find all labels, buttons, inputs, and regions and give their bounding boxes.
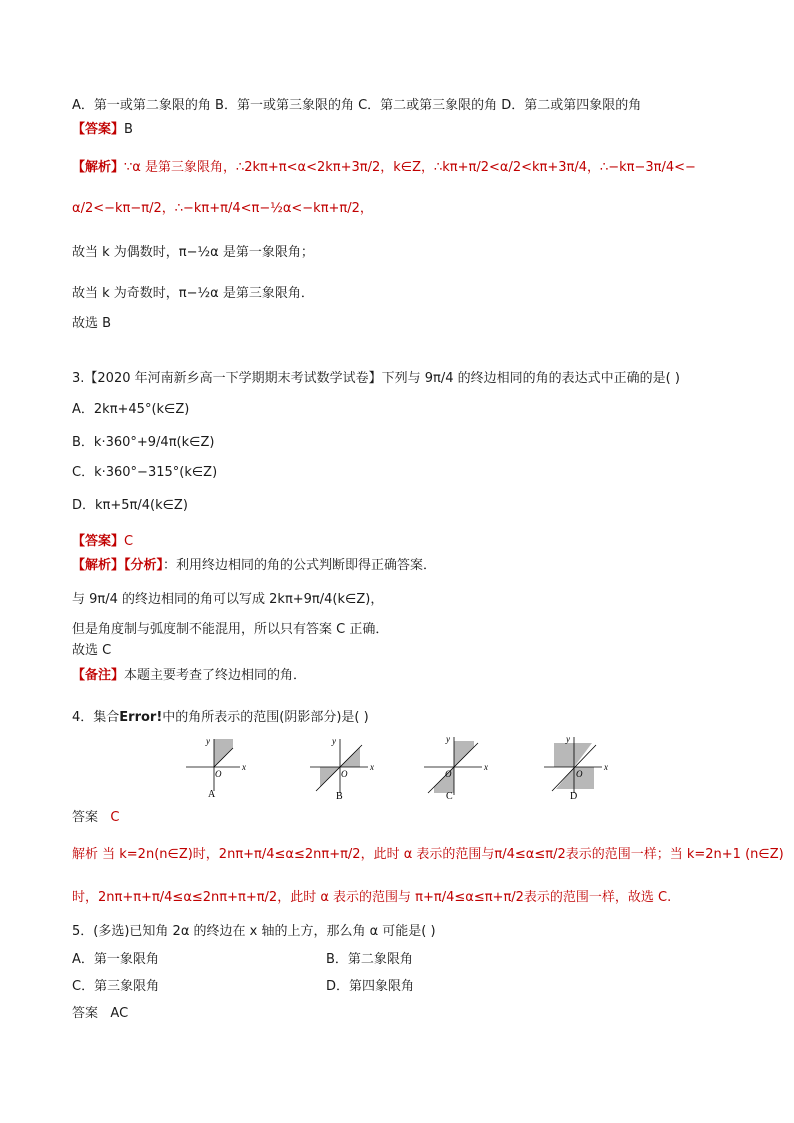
q3-analysis-line-3: 但是角度制与弧度制不能混用，所以只有答案 C 正确． xyxy=(72,622,389,637)
q4-answer-line xyxy=(72,808,120,828)
x-axis-label: x xyxy=(242,762,246,772)
q5-option-a: A．第一象限角 xyxy=(72,952,159,967)
q4-figure-c[interactable] xyxy=(420,733,500,799)
answer-value: C xyxy=(110,810,120,825)
q3-stem: 3.【2020 年河南新乡高一下学期期末考试数学试卷】下列与 9π/4 的终边相同的角的表达式中正确的是( ) xyxy=(72,371,680,386)
figure-label: C xyxy=(446,791,453,799)
analysis-text: ∵α 是第三象限角，∴2kπ+π<α<2kπ+3π/2，k∈Z，∴kπ+π/2<α/2<kπ+3π/4，∴−kπ−3π/4<− xyxy=(124,160,696,175)
q2-analysis-line-1 xyxy=(72,158,696,178)
q4-figure-d[interactable] xyxy=(540,733,620,799)
q2-choose: 故选 B xyxy=(72,316,112,331)
q2-analysis-line-2: α/2<−kπ−π/2，∴−kπ+π/4<π−½α<−kπ+π/2， xyxy=(72,201,373,216)
q3-option-c: C．k·360°−315°(k∈Z) xyxy=(72,465,218,480)
analysis-tag: 【解析】【分析】 xyxy=(72,558,164,573)
x-axis-label: x xyxy=(604,762,608,772)
q3-note-line xyxy=(72,666,306,686)
answer-value: B xyxy=(124,122,133,137)
error-marker: Error! xyxy=(119,710,163,725)
q5-stem: 5．(多选)已知角 2α 的终边在 x 轴的上方，那么角 α 可能是( ) xyxy=(72,924,436,939)
q4-figure-b[interactable] xyxy=(306,733,386,799)
q5-option-d: D．第四象限角 xyxy=(326,979,415,994)
q3-option-b: B．k·360°+9/4π(k∈Z) xyxy=(72,435,215,450)
q3-option-d: D．kπ+5π/4(k∈Z) xyxy=(72,498,188,513)
q3-choose: 故选 C xyxy=(72,643,112,658)
answer-value: C xyxy=(124,534,134,549)
q3-analysis-line-2: 与 9π/4 的终边相同的角可以写成 2kπ+9π/4(k∈Z)， xyxy=(72,592,384,607)
q2-options: A．第一或第二象限的角 B．第一或第三象限的角 C．第二或第三象限的角 D．第二或第四象限的角 xyxy=(72,98,642,113)
analysis-text: ：利用终边相同的角的公式判断即得正确答案． xyxy=(163,558,437,573)
shaded-region-upper-right xyxy=(574,743,592,767)
origin-label: O xyxy=(576,769,583,779)
shaded-region xyxy=(214,739,233,767)
q5-answer-line xyxy=(72,1004,128,1024)
q5-option-b: B．第二象限角 xyxy=(326,952,413,967)
q2-answer-line xyxy=(72,120,133,140)
figure-label: B xyxy=(336,791,343,799)
figure-label: D xyxy=(570,791,578,799)
q4-figure-a[interactable] xyxy=(180,733,260,799)
q2-analysis-line-3: 故当 k 为偶数时，π−½α 是第一象限角； xyxy=(72,245,314,260)
answer-label: 答案 xyxy=(72,1006,99,1021)
origin-label: O xyxy=(341,769,348,779)
q4-analysis-line-1: 解析 当 k=2n(n∈Z)时，2nπ+π/4≤α≤2nπ+π/2，此时 α 表示的范围与π/4≤α≤π/2表示的范围一样；当 k=2n+1 (n∈Z) xyxy=(72,847,784,862)
q4-stem xyxy=(72,708,369,728)
shaded-region-upper xyxy=(554,743,574,767)
answer-tag: 【答案】 xyxy=(72,122,125,137)
note-text: 本题主要考查了终边相同的角． xyxy=(124,668,307,683)
x-axis-label: x xyxy=(484,762,488,772)
figure-label: A xyxy=(208,789,216,799)
q2-analysis-line-4: 故当 k 为奇数时，π−½α 是第三象限角． xyxy=(72,286,314,301)
q4-analysis-line-2: 时，2nπ+π+π/4≤α≤2nπ+π+π/2，此时 α 表示的范围与 π+π/4≤α≤π+π/2表示的范围一样，故选 C. xyxy=(72,890,672,905)
shaded-region-q1 xyxy=(454,741,474,767)
q4-stem-post: 中的角所表示的范围(阴影部分)是( ) xyxy=(162,710,369,725)
answer-label: 答案 xyxy=(72,810,99,825)
q5-option-c: C．第三象限角 xyxy=(72,979,160,994)
origin-label: O xyxy=(445,769,452,779)
q3-analysis-line-1 xyxy=(72,556,436,576)
q3-answer-line xyxy=(72,532,133,552)
q4-stem-pre: 4．集合 xyxy=(72,710,120,725)
answer-tag: 【答案】 xyxy=(72,534,125,549)
note-tag: 【备注】 xyxy=(72,668,125,683)
analysis-tag: 【解析】 xyxy=(72,160,125,175)
q3-option-a: A．2kπ+45°(k∈Z) xyxy=(72,402,190,417)
y-axis-label: y xyxy=(446,734,450,744)
y-axis-label: y xyxy=(332,736,336,746)
y-axis-label: y xyxy=(566,734,570,744)
origin-label: O xyxy=(215,769,222,779)
x-axis-label: x xyxy=(370,762,374,772)
y-axis-label: y xyxy=(206,736,210,746)
answer-value: AC xyxy=(110,1006,129,1021)
